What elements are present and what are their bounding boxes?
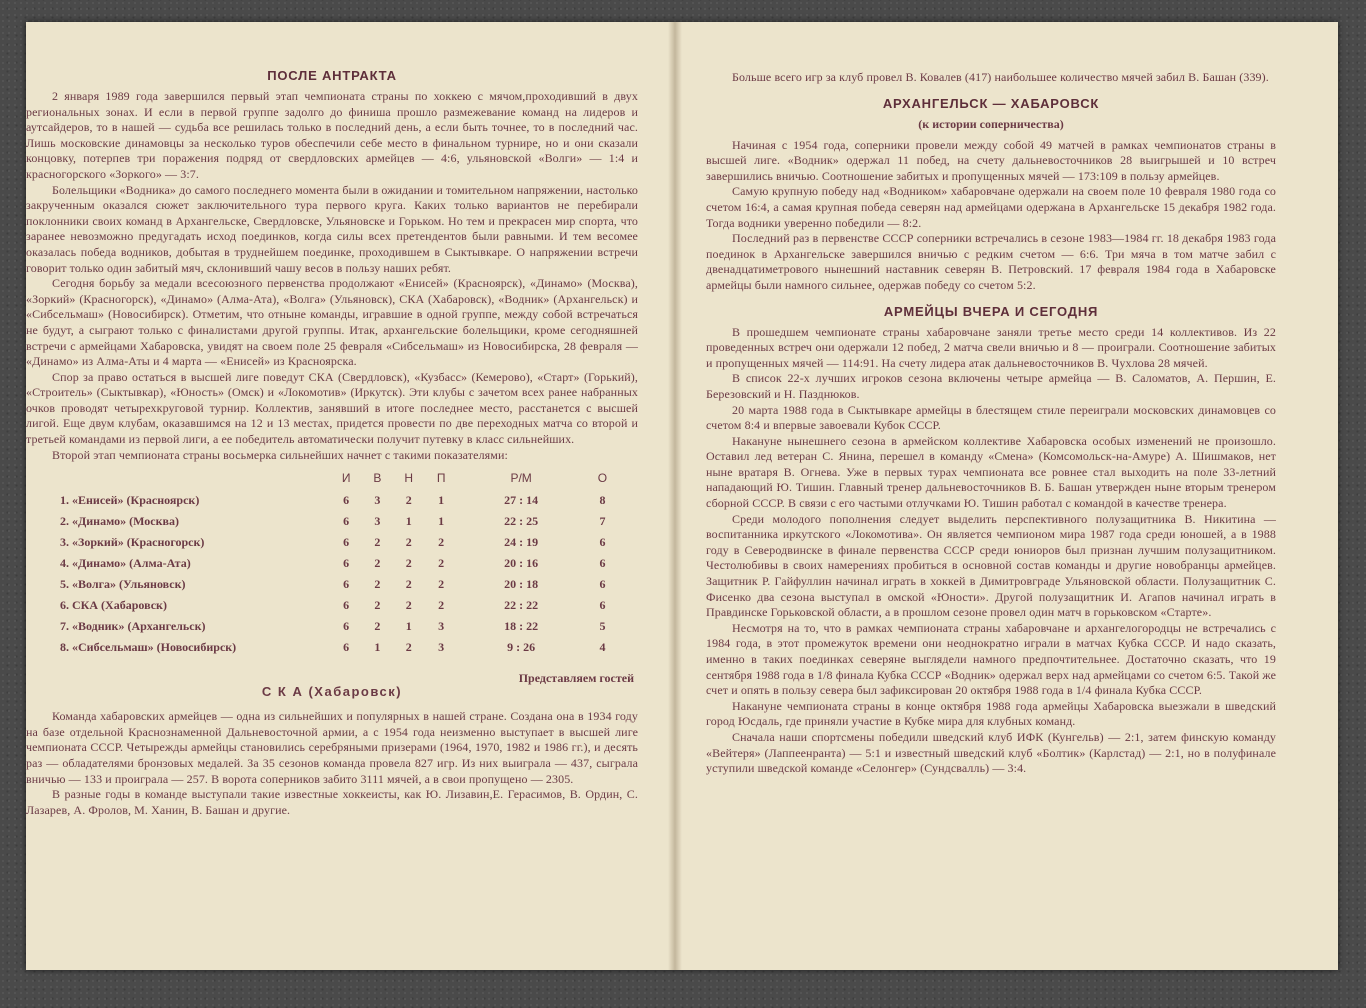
paragraph: Накануне чемпионата страны в конце октября 1988 года армейцы Хабаровска выезжали в шведский город Юсдаль, где приняли участие в Кубке мира для клубных команд.	[706, 698, 1276, 729]
team-name-cell: 2. «Динамо» (Москва)	[60, 514, 179, 529]
team-name-cell: 6. СКА (Хабаровск)	[60, 598, 167, 613]
table-row	[60, 575, 620, 596]
ska-title: С К А (Хабаровск)	[261, 684, 403, 700]
stat-cell: 2	[374, 619, 381, 634]
stat-cell: 2	[374, 535, 381, 550]
stat-cell: 6	[343, 619, 350, 634]
left-paragraphs	[26, 89, 638, 463]
column-header: О	[597, 471, 608, 486]
stat-cell: 3	[374, 514, 381, 529]
stat-cell: 22 : 22	[504, 598, 539, 613]
paragraph: Самую крупную победу над «Водником» хабаровчане одержали на своем поле 10 февраля 1980 года со счетом 16:4, а самая крупная победа северян над армейцами одержана в Архангельске 15 декабря 1982 года. Тогда водники уверенно победили — 8:2.	[706, 184, 1276, 230]
stat-cell: 6	[599, 535, 606, 550]
stat-cell: 20 : 16	[504, 556, 539, 571]
stat-cell: 6	[343, 598, 350, 613]
stat-cell: 6	[599, 577, 606, 592]
team-name-cell: 7. «Водник» (Архангельск)	[60, 619, 206, 634]
table-row	[60, 533, 620, 554]
section-title-arkhangelsk-khabarovsk: АРХАНГЕЛЬСК — ХАБАРОВСК	[882, 95, 1100, 111]
stat-cell: 3	[438, 619, 445, 634]
team-name-cell: 5. «Волга» (Ульяновск)	[60, 577, 186, 592]
stat-cell: 4	[599, 640, 606, 655]
stat-cell: 3	[438, 640, 445, 655]
stat-cell: 24 : 19	[504, 535, 539, 550]
stat-cell: 2	[438, 556, 445, 571]
stat-cell: 18 : 22	[504, 619, 539, 634]
stat-cell: 6	[343, 493, 350, 508]
paragraph: В разные годы в команде выступали такие известные хоккеисты, как Ю. Лизавин,Е. Герасимов, В. Ордин, С. Лазарев, А. Фролов, М. Ханин, В. Башан и другие.	[26, 787, 638, 817]
paragraph: Начиная с 1954 года, соперники провели между собой 49 матчей в рамках чемпионатов страны в высшей лиге. «Водник» одержал 11 побед, на счету дальневосточников 28 выигрышей и 10 встреч завершились вничью. Соотношение забитых и пропущенных мячей — 173:109 в пользу армейцев.	[706, 137, 1276, 183]
stat-cell: 20 : 18	[504, 577, 539, 592]
stat-cell: 2	[374, 556, 381, 571]
stat-cell: 3	[374, 493, 381, 508]
paragraph: Несмотря на то, что в рамках чемпионата страны хабаровчане и архангелогородцы не встречались с 1984 года, в этот промежуток времени они неоднократно играли в матчах Кубка СССР. И надо сказать, именно в таких поединках северяне выглядели намного предпочтительнее. Достаточно сказать, что 19 сентября 1988 года в 1/8 финала Кубка СССР «Водник» одержал верх над армейцами со счетом 6:5. Такой же счет и опять в пользу севера был зафиксирован 20 октября 1988 года в 1/4 финала Кубка СССР.	[706, 620, 1276, 698]
stat-cell: 1	[405, 619, 412, 634]
stat-cell: 2	[374, 577, 381, 592]
stat-cell: 2	[405, 535, 412, 550]
stat-cell: 6	[343, 640, 350, 655]
paragraph: Сначала наши спортсмены победили шведский клуб ИФК (Кунгельв) — 2:1, затем финскую команду «Вейтеря» (Лаппеенранта) — 5:1 и известный шведский клуб «Болтик» (Карлстад) — 2:1, но в полуфинале уступили шведской команде «Селонгер» (Сундсвалль) — 3:4.	[706, 729, 1276, 776]
column-header: Р/М	[510, 471, 532, 486]
stat-cell: 2	[405, 577, 412, 592]
paragraph: 2 января 1989 года завершился первый этап чемпионата страны по хоккею с мячом,проходивший в двух региональных зонах. И если в первой группе задолго до финиша прошло размежевание команд на лидеров и аутсайдеров, то в нашей — судьба все решилась только в последний день, а если быть точнее, то в последний час. Лишь московские динамовцы за несколько туров обеспечили себе место в финальном турнире, но и они сказали концовку, потерпев три поражения подряд от свердловских армейцев — 4:6, ульяновской «Волги» — 1:4 и красногорского «Зоркого» — 3:7.	[26, 89, 638, 181]
paragraph: Сегодня борьбу за медали всесоюзного первенства продолжают «Енисей» (Красноярск), «Динамо» (Москва), «Зоркий» (Красногорск), «Динамо» (Алма-Ата), «Волга» (Ульяновск), СКА (Хабаровск), «Водник» (Архангельск) и «Сибсельмаш» (Новосибирск). Отметим, что отныне команды, игравшие в одной группе, между собой встречаться не будут, а сыграют только с финалистами другой группы. Итак, архангельские болельщики, кроме сегодняшней встречи с армейцами Хабаровска, увидят на своем поле 25 февраля «Сибсельмаш» из Новосибирска, 28 февраля — «Динамо» из Алма-Аты и 4 марта — «Енисей» из Красноярска.	[26, 276, 638, 369]
right-page	[706, 70, 1276, 777]
stat-cell: 6	[599, 556, 606, 571]
table-row	[60, 554, 620, 575]
team-name-cell: 4. «Динамо» (Алма-Ата)	[60, 556, 191, 571]
stat-cell: 9 : 26	[507, 640, 536, 655]
stat-cell: 2	[438, 535, 445, 550]
paragraph: Накануне нынешнего сезона в армейском коллективе Хабаровска особых изменений не произошло. Оставил лед ветеран С. Янина, перешел в команду «Смена» (Комсомольск-на-Амуре) А. Шишмаков, нет ныне вратаря В. Огнева. Уже в первых турах чемпионата все ровнее стал выходить на поле 33-летний нападающий Ю. Тишин. Главный тренер дальневосточников В. Б. Башан утвержден ныне вторым тренером сборной СССР. В связи с его частыми отлучками Ю. Тишин работал с командой в качестве тренера.	[706, 433, 1276, 511]
stat-cell: 6	[599, 598, 606, 613]
team-name-cell: 1. «Енисей» (Красноярск)	[60, 493, 200, 508]
stat-cell: 6	[343, 577, 350, 592]
stat-cell: 1	[374, 640, 381, 655]
stat-cell: 6	[343, 556, 350, 571]
column-header: Н	[404, 471, 414, 486]
section-subtitle: (к истории соперничества)	[918, 116, 1064, 131]
table-row	[60, 617, 620, 638]
stat-cell: 8	[599, 493, 606, 508]
stat-cell: 1	[438, 493, 445, 508]
team-name-cell: 8. «Сибсельмаш» (Новосибирск)	[60, 640, 237, 655]
paragraph: В прошедшем чемпионате страны хабаровчане заняли третье место среди 14 коллективов. Из 22 проведенных встреч они одержали 12 побед, 2 матча свели вничью и 8 — проиграли. Соотношение забитых и пропущенных мячей — 114:91. На счету лидера атак дальневосточников В. Чухлова 28 мячей.	[706, 324, 1276, 370]
paragraph: Спор за право остаться в высшей лиге поведут СКА (Свердловск), «Кузбасс» (Кемерово), «Старт» (Горький), «Строитель» (Сыктывкар), «Юность» (Омск) и «Локомотив» (Иркутск). Эти клубы с зачетом всех ранее набранных очков проводят четырехкруговой турнир. Коллектив, занявший в итоге последнее место, расстанется с высшей лигой. Еще двум клубам, оказавшимся на 12 и 13 местах, придется провести по две переходных матча со второй и третьей командами из первой лиги, а ее победитель автоматически получит путевку в класс сильнейших.	[26, 369, 638, 447]
page-fold	[668, 22, 682, 970]
paragraph: Болельщики «Водника» до самого последнего момента были в ожидании и томительном напряжении, настолько закрученным оказался сюжет заключительного тура первого круга. Каких только вариантов не перебирали поклонники своих команд в Архангельске, Свердловске, Ульяновске и Горьком. Но тем и прекрасен мир спорта, что заранее невозможно предугадать исход поединков, когда силы всех претендентов были равными. И тем весомее оказалась победа водников, добытая в труднейшем поединке, проходившем в Сыктывкаре. О напряжении встречи говорит только один забитый мяч, склонивший чашу весов в пользу наших ребят.	[26, 182, 638, 275]
table-row	[60, 638, 620, 659]
paragraph: Команда хабаровских армейцев — одна из сильнейших и популярных в нашей стране. Создана она в 1934 году на базе отдельной Краснознаменной Дальневосточной армии, а с 1954 года неизменно выступает в высшей лиге чемпионата СССР. Четырежды армейцы становились серебряными призерами (1964, 1970, 1982 и 1986 гг.), и десять раз — обладателями бронзовых медалей. За 35 сезонов команда провела 827 игр. Из них выиграла — 437, сыграла вничью — 133 и проиграла — 257. В ворота соперников забито 3111 мячей, а в свои пропущено — 2305.	[26, 709, 638, 786]
paragraph: Последний раз в первенстве СССР соперники встречались в сезоне 1983—1984 гг. 18 декабря 1983 года поединок в Архангельске завершился вничью с редким счетом — 6:6. Три мяча в том матче забил с двенадцатиметрового нынешний наставник северян В. Петровский. 17 февраля 1984 года в Хабаровске армейцы были намного сильнее, одержав победу со счетом 5:2.	[706, 231, 1276, 292]
stat-cell: 22 : 25	[504, 514, 539, 529]
intro-paragraph: Больше всего игр за клуб провел В. Ковалев (417) наибольшее количество мячей забил В. Башан (339).	[732, 70, 1269, 84]
paragraph: В список 22-х лучших игроков сезона включены четыре армейца — В. Саломатов, А. Першин, Е. Березовский и Н. Пазднюков.	[706, 371, 1276, 401]
paragraph: Второй этап чемпионата страны восьмерка сильнейших начнет с такими показателями:	[52, 447, 508, 462]
standings-table	[60, 469, 620, 659]
stat-cell: 2	[405, 640, 412, 655]
left-page	[26, 64, 638, 818]
paragraph: 20 марта 1988 года в Сыктывкаре армейцы в блестящем стиле переиграли московских динамовцев со счетом 8:4 и впервые завоевали Кубок СССР.	[706, 402, 1276, 433]
stat-cell: 2	[374, 598, 381, 613]
stat-cell: 1	[438, 514, 445, 529]
stat-cell: 6	[343, 514, 350, 529]
stat-cell: 2	[438, 598, 445, 613]
table-header-row	[60, 469, 620, 491]
column-header: И	[341, 471, 351, 486]
table-row	[60, 512, 620, 533]
section-title-army-today: АРМЕЙЦЫ ВЧЕРА И СЕГОДНЯ	[883, 303, 1099, 319]
stat-cell: 2	[405, 493, 412, 508]
column-header: В	[373, 471, 382, 486]
column-header: П	[436, 471, 446, 486]
stat-cell: 27 : 14	[504, 493, 539, 508]
team-name-cell: 3. «Зоркий» (Красногорск)	[60, 535, 205, 550]
table-row	[60, 596, 620, 617]
stat-cell: 2	[405, 556, 412, 571]
stat-cell: 1	[405, 514, 412, 529]
column-header	[60, 469, 330, 491]
table-row	[60, 491, 620, 512]
stat-cell: 2	[405, 598, 412, 613]
section-title-after-break: ПОСЛЕ АНТРАКТА	[267, 68, 397, 83]
stat-cell: 6	[343, 535, 350, 550]
stat-cell: 7	[599, 514, 606, 529]
guests-label: Представляем гостей	[518, 671, 634, 686]
stat-cell: 2	[438, 577, 445, 592]
stat-cell: 5	[599, 619, 606, 634]
paragraph: Среди молодого пополнения следует выделить перспективного полузащитника В. Никитина — воспитанника иркутского «Локомотива». Он является чемпионом мира 1987 года среди юношей, а в 1988 году в Северодвинске в финале первенства СССР среди юниоров был признан лучшим полузащитником. Честолюбивы в своих намерениях пробиться в основной состав команды и другие новобранцы армейцев. Защитник Р. Гайфуллин начинал играть в хоккей в Димитровграде Ульяновской области. Полузащитник С. Фисенко два сезона выступал в омской «Юности». Другой полузащитник И. Агапов начинал играть в Правдинске Горьковской области, а в прошлом сезоне провел один матч в горьковском «Старте».	[706, 511, 1276, 620]
